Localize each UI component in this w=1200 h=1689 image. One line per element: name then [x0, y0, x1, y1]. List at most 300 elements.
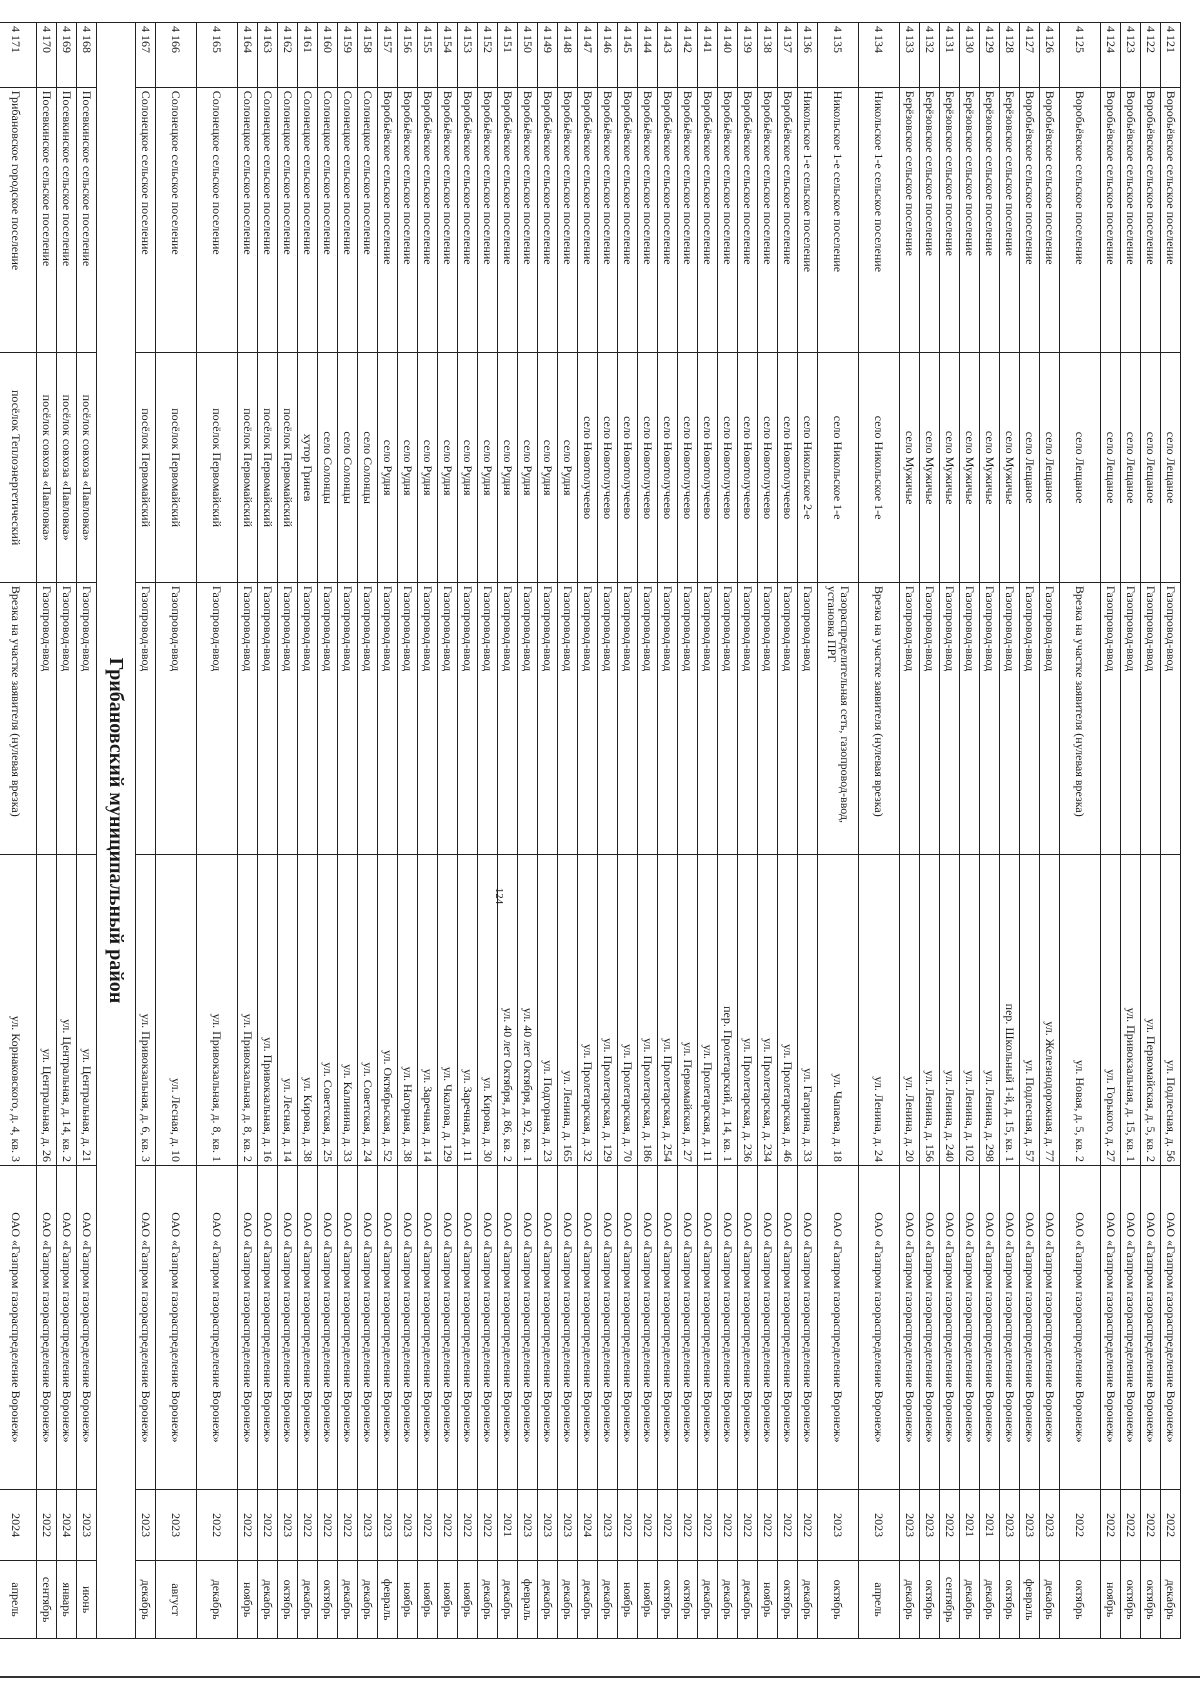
settlement-cell: Берёзовское сельское поселение [980, 87, 1000, 353]
locality-cell: село Лещаное [1060, 353, 1101, 582]
settlement-cell: Воробьёвское сельское поселение [698, 87, 718, 353]
locality-cell: село Лещаное [1141, 353, 1161, 582]
locality-cell: село Новотолучеево [678, 353, 698, 582]
work-type-cell: Газопровод-ввод [1000, 582, 1020, 854]
month-cell: февраль [1020, 1561, 1040, 1639]
locality-cell: село Новотолучеево [578, 353, 598, 582]
organization-cell: ОАО «Газпром газораспределение Воронеж» [778, 1165, 798, 1489]
address-cell: ул. Кирова, д. 38 [298, 854, 318, 1165]
organization-cell: ОАО «Газпром газораспределение Воронеж» [598, 1165, 618, 1489]
address-cell: ул. Чкалова, д. 129 [438, 854, 458, 1165]
table-row [498, 23, 518, 1639]
month-cell: декабрь [558, 1561, 578, 1639]
year-cell: 2023 [156, 1489, 197, 1560]
year-cell: 2023 [1020, 1489, 1040, 1560]
month-cell: декабрь [798, 1561, 818, 1639]
year-cell: 2022 [197, 1489, 238, 1560]
month-cell: апрель [0, 1561, 37, 1639]
locality-cell: село Новотолучеево [718, 353, 738, 582]
year-cell: 2022 [1060, 1489, 1101, 1560]
year-cell: 2023 [378, 1489, 398, 1560]
work-type-cell: Газопровод-ввод [358, 582, 378, 854]
table-row [618, 23, 638, 1639]
table-row [57, 23, 77, 1639]
row-number: 4 140 [718, 23, 738, 88]
organization-cell: ОАО «Газпром газораспределение Воронеж» [378, 1165, 398, 1489]
address-cell: ул. Первомайская, д. 5, кв. 2 [1141, 854, 1161, 1165]
organization-cell: ОАО «Газпром газораспределение Воронеж» [859, 1165, 900, 1489]
row-number: 4 169 [57, 23, 77, 88]
settlement-cell: Воробьёвское сельское поселение [618, 87, 638, 353]
address-cell: ул. Калинина, д. 33 [338, 854, 358, 1165]
work-type-cell: Газопровод-ввод [438, 582, 458, 854]
address-cell: ул. Пролетарская, д. 186 [638, 854, 658, 1165]
year-cell: 2023 [859, 1489, 900, 1560]
row-number: 4 133 [900, 23, 920, 88]
row-number: 4 154 [438, 23, 458, 88]
table-row [438, 23, 458, 1639]
address-cell: ул. Заречная, д. 14 [418, 854, 438, 1165]
month-cell: декабрь [1161, 1561, 1181, 1639]
year-cell: 2022 [738, 1489, 758, 1560]
month-cell: декабрь [358, 1561, 378, 1639]
row-number: 4 142 [678, 23, 698, 88]
organization-cell: ОАО «Газпром газораспределение Воронеж» [900, 1165, 920, 1489]
year-cell: 2024 [578, 1489, 598, 1560]
row-number: 4 125 [1060, 23, 1101, 88]
table-row [298, 23, 318, 1639]
year-cell: 2023 [518, 1489, 538, 1560]
row-number: 4 123 [1121, 23, 1141, 88]
table-row [718, 23, 738, 1639]
year-cell: 2022 [1161, 1489, 1181, 1560]
year-cell: 2022 [638, 1489, 658, 1560]
settlement-cell: Солонецкое сельское поселение [136, 87, 156, 353]
address-cell: ул. Пролетарская, д. 70 [618, 854, 638, 1165]
month-cell: ноябрь [398, 1561, 418, 1639]
organization-cell: ОАО «Газпром газораспределение Воронеж» [1141, 1165, 1161, 1489]
locality-cell: село Рудня [438, 353, 458, 582]
table-row [398, 23, 418, 1639]
address-cell: ул. Пролетарская, д. 234 [758, 854, 778, 1165]
table-row [478, 23, 498, 1639]
locality-cell: село Лещаное [1121, 353, 1141, 582]
month-cell: декабрь [1040, 1561, 1060, 1639]
address-cell: пер. Школьный 1-й, д. 15, кв. 1 [1000, 854, 1020, 1165]
work-type-cell: Газопровод-ввод [37, 582, 57, 854]
row-number: 4 155 [418, 23, 438, 88]
settlement-cell: Воробьёвское сельское поселение [578, 87, 598, 353]
address-cell: ул. Привокзальная, д. 16 [258, 854, 278, 1165]
address-cell: ул. Заречная, д. 11 [458, 854, 478, 1165]
row-number: 4 146 [598, 23, 618, 88]
organization-cell: ОАО «Газпром газораспределение Воронеж» [458, 1165, 478, 1489]
organization-cell: ОАО «Газпром газораспределение Воронеж» [940, 1165, 960, 1489]
gasification-table [9, 22, 1181, 1639]
address-cell: ул. Центральная, д. 26 [37, 854, 57, 1165]
work-type-cell: Газопровод-ввод [398, 582, 418, 854]
work-type-cell: Газопровод-ввод [738, 582, 758, 854]
address-cell: ул. Пролетарская, д. 129 [598, 854, 618, 1165]
organization-cell: ОАО «Газпром газораспределение Воронеж» [798, 1165, 818, 1489]
organization-cell: ОАО «Газпром газораспределение Воронеж» [398, 1165, 418, 1489]
work-type-cell: Газопровод-ввод [960, 582, 980, 854]
work-type-cell: Газопровод-ввод [558, 582, 578, 854]
work-type-cell: Газопровод-ввод [318, 582, 338, 854]
row-number: 4 126 [1040, 23, 1060, 88]
year-cell: 2023 [900, 1489, 920, 1560]
organization-cell: ОАО «Газпром газораспределение Воронеж» [658, 1165, 678, 1489]
work-type-cell: Газопровод-ввод [136, 582, 156, 854]
table-row [418, 23, 438, 1639]
locality-cell: посёлок Первомайский [197, 353, 238, 582]
address-cell: ул. Советская, д. 25 [318, 854, 338, 1165]
settlement-cell: Воробьёвское сельское поселение [718, 87, 738, 353]
locality-cell: село Лещаное [1161, 353, 1181, 582]
locality-cell: село Рудня [398, 353, 418, 582]
year-cell: 2021 [960, 1489, 980, 1560]
page-bottom-rule [0, 1676, 1200, 1678]
address-cell: ул. 40 лет Октября, д. 86, кв. 2 [498, 854, 518, 1165]
table-row [458, 23, 478, 1639]
locality-cell: село Мужичье [920, 353, 940, 582]
organization-cell: ОАО «Газпром газораспределение Воронеж» [578, 1165, 598, 1489]
organization-cell: ОАО «Газпром газораспределение Воронеж» [1161, 1165, 1181, 1489]
year-cell: 2022 [658, 1489, 678, 1560]
table-row [658, 23, 678, 1639]
work-type-cell: Газопровод-ввод [258, 582, 278, 854]
register-table [0, 22, 1181, 1639]
page-number: 124 [493, 887, 505, 905]
address-cell: ул. Подлесная, д. 56 [1161, 854, 1181, 1165]
month-cell: февраль [518, 1561, 538, 1639]
locality-cell: посёлок Первомайский [136, 353, 156, 582]
address-cell: ул. Чапаева, д. 18 [818, 854, 859, 1165]
settlement-cell: Никольское 1-е сельское поселение [798, 87, 818, 353]
locality-cell: село Рудня [498, 353, 518, 582]
year-cell: 2022 [940, 1489, 960, 1560]
year-cell: 2022 [37, 1489, 57, 1560]
month-cell: октябрь [658, 1561, 678, 1639]
settlement-cell: Воробьёвское сельское поселение [458, 87, 478, 353]
locality-cell: село Мужичье [940, 353, 960, 582]
organization-cell: ОАО «Газпром газораспределение Воронеж» [518, 1165, 538, 1489]
district-heading-row [97, 23, 136, 1639]
table-row [197, 23, 238, 1639]
locality-cell: посёлок совхоза «Павловка» [77, 353, 97, 582]
organization-cell: ОАО «Газпром газораспределение Воронеж» [197, 1165, 238, 1489]
work-type-cell: Газопровод-ввод [458, 582, 478, 854]
table-row [338, 23, 358, 1639]
table-row [318, 23, 338, 1639]
year-cell: 2022 [458, 1489, 478, 1560]
table-row [778, 23, 798, 1639]
settlement-cell: Воробьёвское сельское поселение [1141, 87, 1161, 353]
month-cell: декабрь [478, 1561, 498, 1639]
table-row [1040, 23, 1060, 1639]
organization-cell: ОАО «Газпром газораспределение Воронеж» [37, 1165, 57, 1489]
organization-cell: ОАО «Газпром газораспределение Воронеж» [718, 1165, 738, 1489]
month-cell: сентябрь [940, 1561, 960, 1639]
organization-cell: ОАО «Газпром газораспределение Воронеж» [1020, 1165, 1040, 1489]
month-cell: декабрь [136, 1561, 156, 1639]
work-type-cell: Газопровод-ввод [338, 582, 358, 854]
table-row [900, 23, 920, 1639]
table-row [278, 23, 298, 1639]
settlement-cell: Солонецкое сельское поселение [298, 87, 318, 353]
table-row [0, 23, 37, 1639]
address-cell: ул. Ленина, д. 102 [960, 854, 980, 1165]
address-cell: ул. Лесная, д. 14 [278, 854, 298, 1165]
settlement-cell: Берёзовское сельское поселение [960, 87, 980, 353]
work-type-cell: Газопровод-ввод [418, 582, 438, 854]
organization-cell: ОАО «Газпром газораспределение Воронеж» [238, 1165, 258, 1489]
locality-cell: посёлок совхоза «Павловка» [57, 353, 77, 582]
organization-cell: ОАО «Газпром газораспределение Воронеж» [1040, 1165, 1060, 1489]
work-type-cell: Газопровод-ввод [1101, 582, 1121, 854]
month-cell: декабрь [298, 1561, 318, 1639]
year-cell: 2022 [238, 1489, 258, 1560]
work-type-cell: Газопровод-ввод [378, 582, 398, 854]
table-row [758, 23, 778, 1639]
row-number: 4 145 [618, 23, 638, 88]
locality-cell: село Рудня [518, 353, 538, 582]
address-cell: ул. Пролетарская, д. 32 [578, 854, 598, 1165]
table-rotated-frame [9, 22, 1181, 1639]
settlement-cell: Воробьёвское сельское поселение [658, 87, 678, 353]
year-cell: 2022 [798, 1489, 818, 1560]
year-cell: 2023 [598, 1489, 618, 1560]
work-type-cell: Газопровод-ввод [678, 582, 698, 854]
month-cell: август [156, 1561, 197, 1639]
locality-cell: село Новотолучеево [638, 353, 658, 582]
locality-cell: посёлок Теплоэнергетический [0, 353, 37, 582]
row-number: 4 151 [498, 23, 518, 88]
row-number: 4 170 [37, 23, 57, 88]
row-number: 4 135 [818, 23, 859, 88]
month-cell: апрель [859, 1561, 900, 1639]
settlement-cell: Солонецкое сельское поселение [258, 87, 278, 353]
organization-cell: ОАО «Газпром газораспределение Воронеж» [498, 1165, 518, 1489]
locality-cell: село Рудня [538, 353, 558, 582]
settlement-cell: Воробьёвское сельское поселение [498, 87, 518, 353]
month-cell: февраль [378, 1561, 398, 1639]
year-cell: 2022 [618, 1489, 638, 1560]
year-cell: 2022 [778, 1489, 798, 1560]
settlement-cell: Солонецкое сельское поселение [338, 87, 358, 353]
settlement-cell: Воробьёвское сельское поселение [638, 87, 658, 353]
table-row [859, 23, 900, 1639]
organization-cell: ОАО «Газпром газораспределение Воронеж» [1000, 1165, 1020, 1489]
table-row [1121, 23, 1141, 1639]
work-type-cell: Газопровод-ввод [278, 582, 298, 854]
table-row [578, 23, 598, 1639]
locality-cell: хутор Гринев [298, 353, 318, 582]
table-row [678, 23, 698, 1639]
organization-cell: ОАО «Газпром газораспределение Воронеж» [960, 1165, 980, 1489]
month-cell: октябрь [920, 1561, 940, 1639]
year-cell: 2023 [818, 1489, 859, 1560]
locality-cell: посёлок Первомайский [258, 353, 278, 582]
address-cell: ул. Октябрьская, д. 52 [378, 854, 398, 1165]
year-cell: 2021 [498, 1489, 518, 1560]
table-row [598, 23, 618, 1639]
settlement-cell: Воробьёвское сельское поселение [1020, 87, 1040, 353]
table-row [940, 23, 960, 1639]
work-type-cell: Газопровод-ввод [718, 582, 738, 854]
year-cell: 2023 [278, 1489, 298, 1560]
table-row [798, 23, 818, 1639]
table-row [238, 23, 258, 1639]
address-cell: ул. Привокзальная, д. 15, кв. 1 [1121, 854, 1141, 1165]
organization-cell: ОАО «Газпром газораспределение Воронеж» [558, 1165, 578, 1489]
work-type-cell: Газопровод-ввод [758, 582, 778, 854]
work-type-cell: Газопровод-ввод [538, 582, 558, 854]
locality-cell: село Рудня [378, 353, 398, 582]
row-number: 4 129 [980, 23, 1000, 88]
year-cell: 2022 [1101, 1489, 1121, 1560]
year-cell: 2023 [920, 1489, 940, 1560]
locality-cell: посёлок Первомайский [156, 353, 197, 582]
organization-cell: ОАО «Газпром газораспределение Воронеж» [818, 1165, 859, 1489]
year-cell: 2022 [418, 1489, 438, 1560]
settlement-cell: Никольское 1-е сельское поселение [818, 87, 859, 353]
organization-cell: ОАО «Газпром газораспределение Воронеж» [478, 1165, 498, 1489]
address-cell: ул. Привокзальная, д. 8, кв. 2 [238, 854, 258, 1165]
settlement-cell: Воробьёвское сельское поселение [558, 87, 578, 353]
work-type-cell: Газопровод-ввод [238, 582, 258, 854]
settlement-cell: Солонецкое сельское поселение [156, 87, 197, 353]
month-cell: октябрь [778, 1561, 798, 1639]
month-cell: октябрь [1121, 1561, 1141, 1639]
organization-cell: ОАО «Газпром газораспределение Воронеж» [338, 1165, 358, 1489]
organization-cell: ОАО «Газпром газораспределение Воронеж» [136, 1165, 156, 1489]
organization-cell: ОАО «Газпром газораспределение Воронеж» [538, 1165, 558, 1489]
month-cell: ноябрь [1101, 1561, 1121, 1639]
work-type-cell: Газопровод-ввод [156, 582, 197, 854]
organization-cell: ОАО «Газпром газораспределение Воронеж» [156, 1165, 197, 1489]
table-row [156, 23, 197, 1639]
row-number: 4 131 [940, 23, 960, 88]
year-cell: 2021 [980, 1489, 1000, 1560]
address-cell: ул. Нагорная, д. 38 [398, 854, 418, 1165]
row-number: 4 141 [698, 23, 718, 88]
work-type-cell: Газопровод-ввод [598, 582, 618, 854]
work-type-cell: Газопровод-ввод [658, 582, 678, 854]
row-number: 4 159 [338, 23, 358, 88]
organization-cell: ОАО «Газпром газораспределение Воронеж» [980, 1165, 1000, 1489]
table-row [77, 23, 97, 1639]
table-row [1141, 23, 1161, 1639]
row-number: 4 132 [920, 23, 940, 88]
month-cell: октябрь [818, 1561, 859, 1639]
month-cell: сентябрь [37, 1561, 57, 1639]
organization-cell: ОАО «Газпром газораспределение Воронеж» [298, 1165, 318, 1489]
address-cell: ул. Новая, д. 5, кв. 2 [1060, 854, 1101, 1165]
locality-cell: село Новотолучеево [738, 353, 758, 582]
work-type-cell: Газопровод-ввод [498, 582, 518, 854]
row-number: 4 153 [458, 23, 478, 88]
row-number: 4 157 [378, 23, 398, 88]
settlement-cell: Берёзовское сельское поселение [900, 87, 920, 353]
work-type-cell: Газопровод-ввод [1141, 582, 1161, 854]
locality-cell: село Никольское 1-е [859, 353, 900, 582]
month-cell: декабрь [738, 1561, 758, 1639]
address-cell: ул. Ленина, д. 156 [920, 854, 940, 1165]
month-cell: октябрь [1060, 1561, 1101, 1639]
locality-cell: село Новотолучеево [698, 353, 718, 582]
year-cell: 2023 [558, 1489, 578, 1560]
locality-cell: село Новотолучеево [778, 353, 798, 582]
month-cell: ноябрь [458, 1561, 478, 1639]
year-cell: 2022 [698, 1489, 718, 1560]
organization-cell: ОАО «Газпром газораспределение Воронеж» [618, 1165, 638, 1489]
organization-cell: ОАО «Газпром газораспределение Воронеж» [758, 1165, 778, 1489]
month-cell: июнь [77, 1561, 97, 1639]
year-cell: 2022 [678, 1489, 698, 1560]
work-type-cell: Газопровод-ввод [478, 582, 498, 854]
row-number: 4 161 [298, 23, 318, 88]
settlement-cell: Воробьёвское сельское поселение [398, 87, 418, 353]
year-cell: 2023 [1000, 1489, 1020, 1560]
row-number: 4 124 [1101, 23, 1121, 88]
year-cell: 2022 [338, 1489, 358, 1560]
organization-cell: ОАО «Газпром газораспределение Воронеж» [418, 1165, 438, 1489]
settlement-cell: Берёзовское сельское поселение [1000, 87, 1020, 353]
month-cell: октябрь [278, 1561, 298, 1639]
table-row [960, 23, 980, 1639]
organization-cell: ОАО «Газпром газораспределение Воронеж» [258, 1165, 278, 1489]
work-type-cell: Газопровод-ввод [940, 582, 960, 854]
address-cell: ул. Пролетарская, д. 236 [738, 854, 758, 1165]
row-number: 4 168 [77, 23, 97, 88]
settlement-cell: Воробьёвское сельское поселение [418, 87, 438, 353]
address-cell: ул. Горького, д. 27 [1101, 854, 1121, 1165]
row-number: 4 156 [398, 23, 418, 88]
month-cell: декабрь [718, 1561, 738, 1639]
month-cell: октябрь [1141, 1561, 1161, 1639]
address-cell: ул. Кирова, д. 30 [478, 854, 498, 1165]
work-type-cell: Газопровод-ввод [1040, 582, 1060, 854]
year-cell: 2022 [1121, 1489, 1141, 1560]
row-number: 4 127 [1020, 23, 1040, 88]
locality-cell: село Рудня [558, 353, 578, 582]
locality-cell: село Новотолучеево [758, 353, 778, 582]
organization-cell: ОАО «Газпром газораспределение Воронеж» [1121, 1165, 1141, 1489]
month-cell: декабрь [498, 1561, 518, 1639]
settlement-cell: Воробьёвское сельское поселение [1101, 87, 1121, 353]
work-type-cell: Газопровод-ввод [1121, 582, 1141, 854]
month-cell: декабрь [338, 1561, 358, 1639]
locality-cell: село Новотолучеево [658, 353, 678, 582]
locality-cell: село Мужичье [980, 353, 1000, 582]
settlement-cell: Воробьёвское сельское поселение [1040, 87, 1060, 353]
settlement-cell: Солонецкое сельское поселение [358, 87, 378, 353]
settlement-cell: Воробьёвское сельское поселение [598, 87, 618, 353]
settlement-cell: Воробьёвское сельское поселение [1060, 87, 1101, 353]
row-number: 4 171 [0, 23, 37, 88]
row-number: 4 139 [738, 23, 758, 88]
organization-cell: ОАО «Газпром газораспределение Воронеж» [738, 1165, 758, 1489]
month-cell: декабрь [258, 1561, 278, 1639]
row-number: 4 160 [318, 23, 338, 88]
table-row [1060, 23, 1101, 1639]
month-cell: ноябрь [438, 1561, 458, 1639]
locality-cell: село Лещаное [1040, 353, 1060, 582]
settlement-cell: Воробьёвское сельское поселение [1121, 87, 1141, 353]
locality-cell: село Солонцы [338, 353, 358, 582]
year-cell: 2022 [438, 1489, 458, 1560]
